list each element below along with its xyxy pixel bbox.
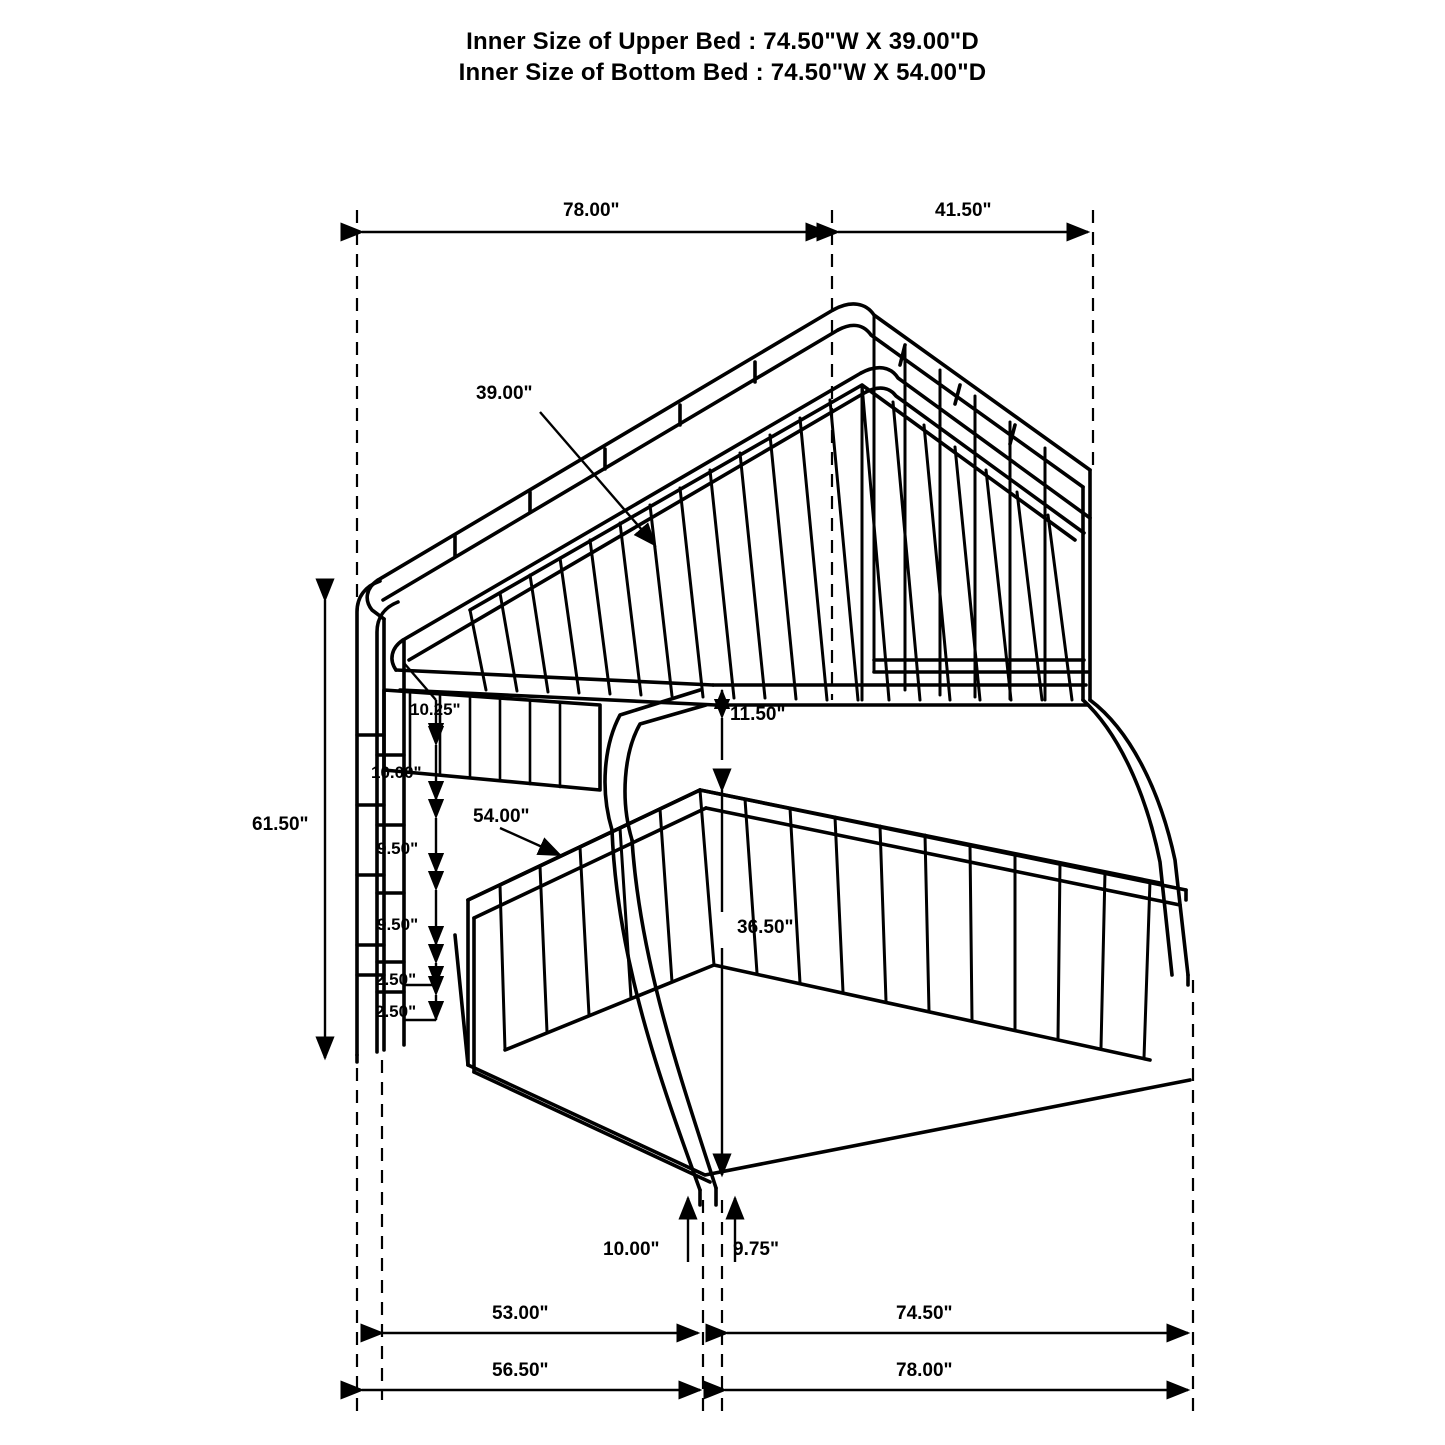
dim-top-width-left: 78.00" (563, 200, 620, 221)
dim-bottom-width-left-outer: 56.50" (492, 1360, 549, 1381)
dim-foot-offset-left: 10.00" (603, 1239, 660, 1260)
dim-lower-deck-height: 36.50" (737, 917, 794, 938)
dim-upper-deck-thickness: 11.50" (730, 704, 786, 725)
dimension-lines (325, 232, 1188, 1390)
title-line-upper: Inner Size of Upper Bed : 74.50"W X 39.00"D (466, 28, 979, 55)
dim-rail-gap-6: 2.50" (375, 1002, 417, 1021)
dim-upper-bed-depth: 39.00" (476, 383, 533, 404)
dim-rail-gap-1: 10.25" (410, 700, 461, 719)
dim-rail-gap-2: 10.00" (371, 763, 422, 782)
dim-bottom-width-left-inner: 53.00" (492, 1303, 549, 1324)
bed-frame-geometry (357, 304, 1190, 1205)
title-line-bottom: Inner Size of Bottom Bed : 74.50"W X 54.00"D (458, 59, 987, 86)
dim-bottom-width-right-inner: 74.50" (896, 1303, 953, 1324)
dim-lower-bed-depth: 54.00" (473, 806, 530, 827)
dim-top-width-right: 41.50" (935, 200, 992, 221)
dim-rail-gap-4: 9.50" (377, 915, 419, 934)
dim-rail-gap-5: 2.50" (375, 970, 417, 989)
dim-rail-gap-3: 9.50" (377, 839, 419, 858)
dim-bottom-width-right-outer: 78.00" (896, 1360, 953, 1381)
dim-foot-offset-right: 9.75" (733, 1239, 779, 1260)
dim-overall-height: 61.50" (252, 814, 309, 835)
